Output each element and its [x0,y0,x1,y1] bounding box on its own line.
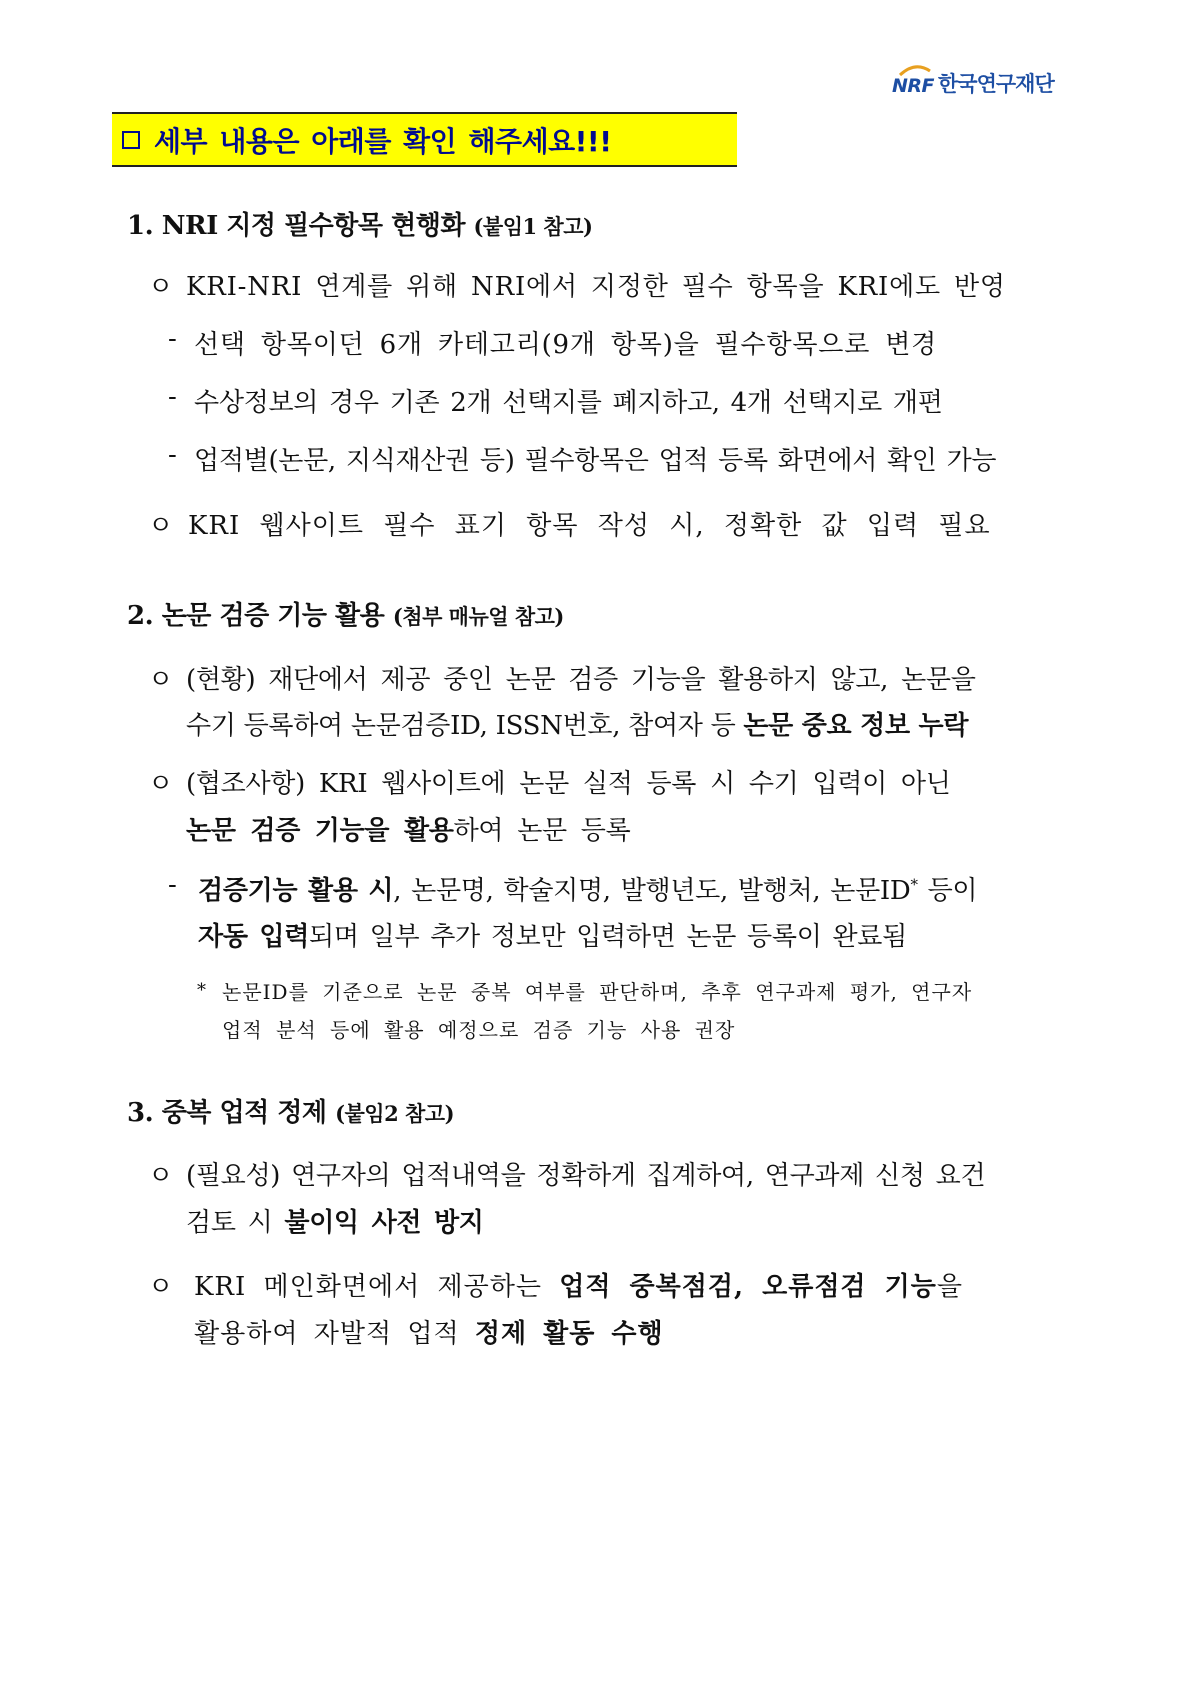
section2-footnote-line2: 업적 분석 등에 활용 예정으로 검증 기능 사용 권장 [222,1018,736,1042]
bullet-circle-icon: ㅇ [148,1161,173,1191]
section1-bullet2: KRI 웹사이트 필수 표기 항목 작성 시, 정확한 값 입력 필요 [188,511,991,541]
text-bold: 논문 검증 기능을 활용 [186,816,454,846]
section2-note: (첨부 매뉴얼 참고) [392,604,564,629]
section3-bullet2-line1 [194,1266,963,1303]
dash-icon: - [168,870,177,900]
text-plain: KRI 메인화면에서 제공하는 [194,1272,560,1302]
banner-text: 세부 내용은 아래를 확인 해주세요!!! [154,124,612,158]
bullet-circle-icon: ㅇ [148,769,173,799]
text-plain: 되며 일부 추가 정보만 입력하면 논문 등록이 완료됨 [309,922,907,952]
text-plain: 등이 [917,876,978,906]
section1-note: (붙임1 참고) [473,214,593,239]
section2-dash1-line2 [198,916,907,953]
text-bold: 자동 입력 [198,922,310,952]
bullet-circle-icon: ㅇ [148,511,173,541]
bullet-circle-icon: ㅇ [148,272,173,302]
section3-bullet1-line2 [186,1202,484,1239]
section2-title-text: 2. 논문 검증 기능 활용 [127,601,385,631]
text-plain: 수기 등록하여 논문검증ID, ISSN번호, 참여자 등 [186,711,744,741]
footnote-mark: * [910,875,918,894]
section1-bullet1: KRI-NRI 연계를 위해 NRI에서 지정한 필수 항목을 KRI에도 반영 [186,272,1006,302]
dash-icon: - [168,324,177,354]
section2-title [127,595,564,632]
section1-dash2: 수상정보의 경우 기존 2개 선택지를 폐지하고, 4개 선택지로 개편 [194,388,943,418]
text-plain: 활용하여 자발적 업적 [194,1319,475,1349]
section1-dash1: 선택 항목이던 6개 카테고리(9개 항목)을 필수항목으로 변경 [194,330,938,360]
section3-bullet1-line1: (필요성) 연구자의 업적내역을 정확하게 집계하여, 연구과제 신청 요건 [186,1161,986,1191]
nrf-logo [892,68,1054,98]
asterisk-icon: * [197,980,206,1001]
checkbox-square-icon [122,131,140,149]
dash-icon: - [168,440,177,470]
section3-note: (붙임2 참고) [335,1101,455,1126]
text-bold: 정제 활동 수행 [474,1319,664,1349]
notice-banner [112,112,737,167]
text-plain: , 논문명, 학술지명, 발행년도, 발행처, 논문ID [393,876,911,906]
section2-dash1-line1 [198,870,977,907]
text-bold: 논문 중요 정보 누락 [743,711,969,741]
section2-bullet1-line1: (현황) 재단에서 제공 중인 논문 검증 기능을 활용하지 않고, 논문을 [186,665,976,695]
section1-dash3: 업적별(논문, 지식재산권 등) 필수항목은 업적 등록 화면에서 확인 가능 [194,446,997,476]
section1-title [127,205,592,242]
text-bold: 업적 중복점검, 오류점검 기능 [559,1272,937,1302]
section3-title-text: 3. 중복 업적 정제 [127,1098,327,1128]
text-plain: 하여 논문 등록 [453,816,631,846]
section2-bullet2-line2 [186,810,630,847]
text-plain: 검토 시 [186,1208,285,1238]
section3-title [127,1092,454,1129]
section2-bullet2-line1: (협조사항) KRI 웹사이트에 논문 실적 등록 시 수기 입력이 아닌 [186,769,951,799]
dash-icon: - [168,382,177,412]
logo-swoosh-icon [898,65,932,77]
logo-text: 한국연구재단 [938,72,1054,96]
text-bold: 검증기능 활용 시 [198,876,394,906]
section2-bullet1-line2 [186,705,968,742]
logo-mark-text: NRF [892,75,935,97]
section2-footnote-line1: 논문ID를 기준으로 논문 중복 여부를 판단하며, 추후 연구과제 평가, 연구자 [222,980,973,1004]
text-plain: 을 [936,1272,963,1302]
text-bold: 불이익 사전 방지 [284,1208,484,1238]
section1-title-text: 1. NRI 지정 필수항목 현행화 [127,211,465,241]
bullet-circle-icon: ㅇ [148,1272,173,1302]
bullet-circle-icon: ㅇ [148,665,173,695]
section3-bullet2-line2 [194,1313,664,1350]
logo-mark [892,69,934,97]
